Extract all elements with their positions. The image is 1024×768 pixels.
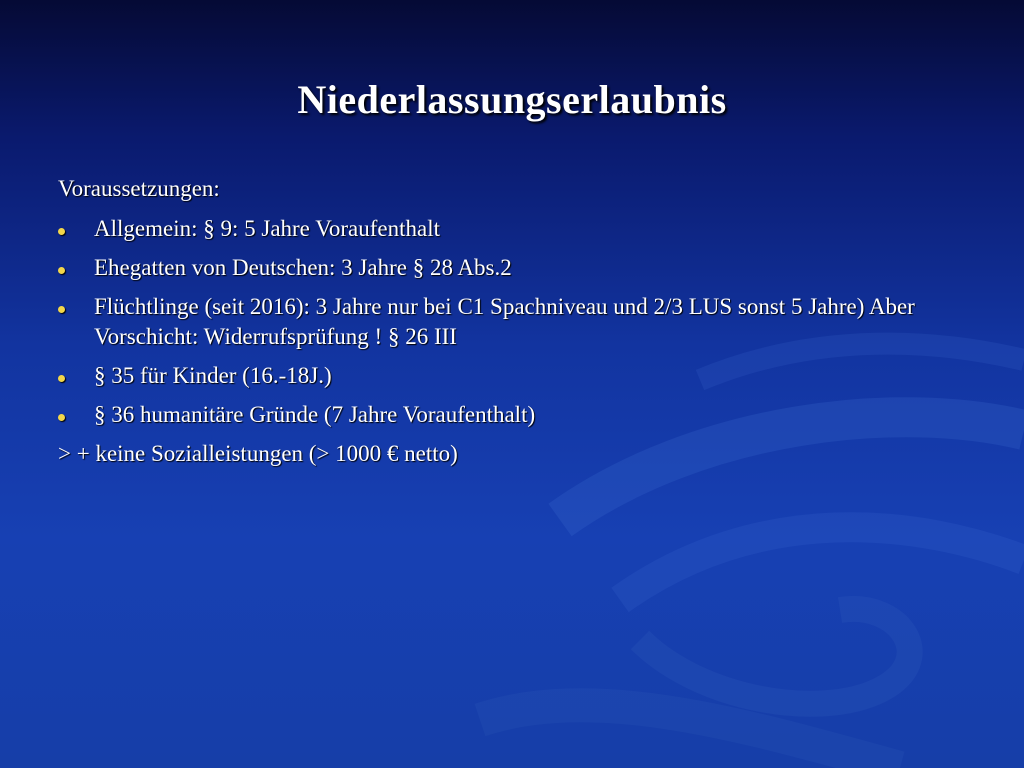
list-item-text: § 36 humanitäre Gründe (7 Jahre Voraufenthalt) — [94, 402, 536, 427]
list-item-text: Ehegatten von Deutschen: 3 Jahre § 28 Abs.2 — [94, 255, 512, 280]
footer-line: > + keine Sozialleistungen (> 1000 € netto) — [58, 441, 458, 466]
list-item — [58, 292, 958, 352]
list-item-text: § 35 für Kinder (16.-18J.) — [94, 363, 332, 388]
bullet-list — [58, 214, 958, 430]
list-item-text: Flüchtlinge (seit 2016): 3 Jahre nur bei C1 Spachniveau und 2/3 LUS sonst 5 Jahre) Aber Vorschicht: Widerrufsprüfung ! § 26 III — [94, 294, 915, 349]
list-item — [58, 361, 958, 391]
list-item — [58, 400, 958, 430]
slide-body — [58, 174, 958, 479]
bullet-dot-icon — [58, 414, 65, 421]
list-item — [58, 214, 958, 244]
bullet-dot-icon — [58, 375, 65, 382]
list-item — [58, 253, 958, 283]
bullet-dot-icon — [58, 306, 65, 313]
slide-title: Niederlassungserlaubnis — [297, 77, 727, 122]
bullet-dot-icon — [58, 267, 65, 274]
list-item-text: Allgemein: § 9: 5 Jahre Voraufenthalt — [94, 216, 440, 241]
intro-text: Voraussetzungen: — [58, 176, 220, 201]
bullet-dot-icon — [58, 228, 65, 235]
